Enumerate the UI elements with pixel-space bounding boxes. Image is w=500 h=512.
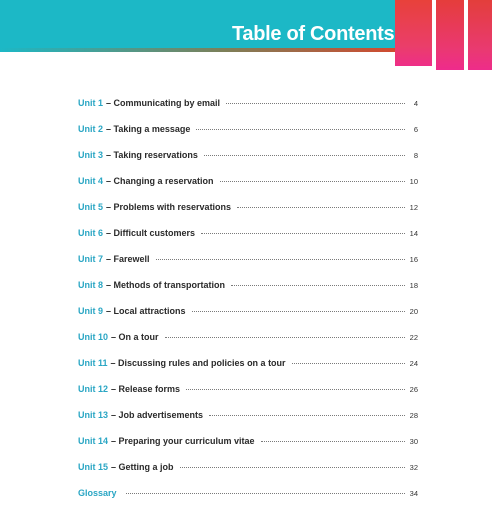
toc-entry-unit-4[interactable] [78, 174, 418, 200]
toc-entry-unit-13[interactable] [78, 408, 418, 434]
toc-title: – Changing a reservation [106, 176, 214, 186]
toc-unit-label: Unit 15 [78, 462, 109, 472]
toc-unit-label: Unit 5 [78, 202, 104, 212]
toc-page-number: 8 [413, 151, 418, 160]
toc-page-number: 26 [409, 385, 418, 394]
toc-title: – Communicating by email [106, 98, 221, 108]
dot-leader [226, 94, 405, 104]
toc-page-number: 20 [409, 307, 418, 316]
dot-leader [209, 406, 405, 416]
toc-page-number: 32 [409, 463, 418, 472]
toc-entry-unit-2[interactable] [78, 122, 418, 148]
toc-unit-label: Unit 1 [78, 98, 104, 108]
toc-title: – Taking a message [106, 124, 191, 134]
toc-entry-unit-3[interactable] [78, 148, 418, 174]
toc-title: – Methods of transportation [106, 280, 226, 290]
toc-page-number: 4 [413, 99, 418, 108]
dot-leader [180, 458, 405, 468]
toc-title: – Release forms [111, 384, 181, 394]
dot-leader [261, 432, 405, 442]
toc-title: – Preparing your curriculum vitae [111, 436, 255, 446]
toc-title: – On a tour [111, 332, 159, 342]
dot-leader [196, 120, 405, 130]
toc-page-number: 10 [409, 177, 418, 186]
toc-entry-unit-10[interactable] [78, 330, 418, 356]
dot-leader [220, 172, 405, 182]
toc-entry-unit-15[interactable] [78, 460, 418, 486]
toc-page-number: 24 [409, 359, 418, 368]
toc-title: – Farewell [106, 254, 150, 264]
toc-page-number: 12 [409, 203, 418, 212]
toc-title: – Difficult customers [106, 228, 196, 238]
dot-leader [126, 484, 405, 494]
toc-page-number: 18 [409, 281, 418, 290]
dot-leader [237, 198, 405, 208]
toc-entry-unit-8[interactable] [78, 278, 418, 304]
dot-leader [204, 146, 405, 156]
toc-entry-unit-7[interactable] [78, 252, 418, 278]
dot-leader [186, 380, 405, 390]
toc-unit-label: Unit 4 [78, 176, 104, 186]
accent-bar-3 [468, 0, 492, 70]
toc-unit-label: Unit 3 [78, 150, 104, 160]
table-of-contents [78, 96, 418, 512]
toc-unit-label: Unit 8 [78, 280, 104, 290]
toc-entry-unit-12[interactable] [78, 382, 418, 408]
dot-leader [165, 328, 405, 338]
toc-entry-unit-11[interactable] [78, 356, 418, 382]
toc-unit-label: Glossary [78, 488, 117, 498]
page-title: Table of Contents [232, 23, 395, 45]
toc-entry-unit-1[interactable] [78, 96, 418, 122]
dot-leader [156, 250, 405, 260]
toc-unit-label: Unit 2 [78, 124, 104, 134]
dot-leader [192, 302, 405, 312]
toc-page-number: 6 [413, 125, 418, 134]
toc-page-number: 30 [409, 437, 418, 446]
toc-title: – Job advertisements [111, 410, 204, 420]
toc-entry-unit-6[interactable] [78, 226, 418, 252]
toc-title: – Local attractions [106, 306, 186, 316]
toc-unit-label: Unit 10 [78, 332, 109, 342]
toc-page-number: 34 [409, 489, 418, 498]
toc-unit-label: Unit 7 [78, 254, 104, 264]
toc-unit-label: Unit 6 [78, 228, 104, 238]
toc-entry-unit-14[interactable] [78, 434, 418, 460]
toc-unit-label: Unit 11 [78, 358, 108, 368]
dot-leader [231, 276, 405, 286]
toc-entry-unit-9[interactable] [78, 304, 418, 330]
toc-title: – Taking reservations [106, 150, 198, 160]
toc-page-number: 16 [409, 255, 418, 264]
toc-page-number: 22 [409, 333, 418, 342]
header-banner [0, 0, 500, 70]
toc-unit-label: Unit 14 [78, 436, 109, 446]
toc-title: – Problems with reservations [106, 202, 232, 212]
toc-entry-unit-5[interactable] [78, 200, 418, 226]
toc-page-number: 28 [409, 411, 418, 420]
dot-leader [201, 224, 405, 234]
accent-bar-1 [395, 0, 432, 66]
toc-title: – Discussing rules and policies on a tour [110, 358, 286, 368]
toc-page-number: 14 [409, 229, 418, 238]
dot-leader [292, 354, 405, 364]
toc-unit-label: Unit 9 [78, 306, 104, 316]
toc-unit-label: Unit 12 [78, 384, 109, 394]
accent-bar-2 [436, 0, 464, 70]
toc-entry-glossary[interactable] [78, 486, 418, 512]
toc-title: – Getting a job [111, 462, 174, 472]
toc-unit-label: Unit 13 [78, 410, 109, 420]
